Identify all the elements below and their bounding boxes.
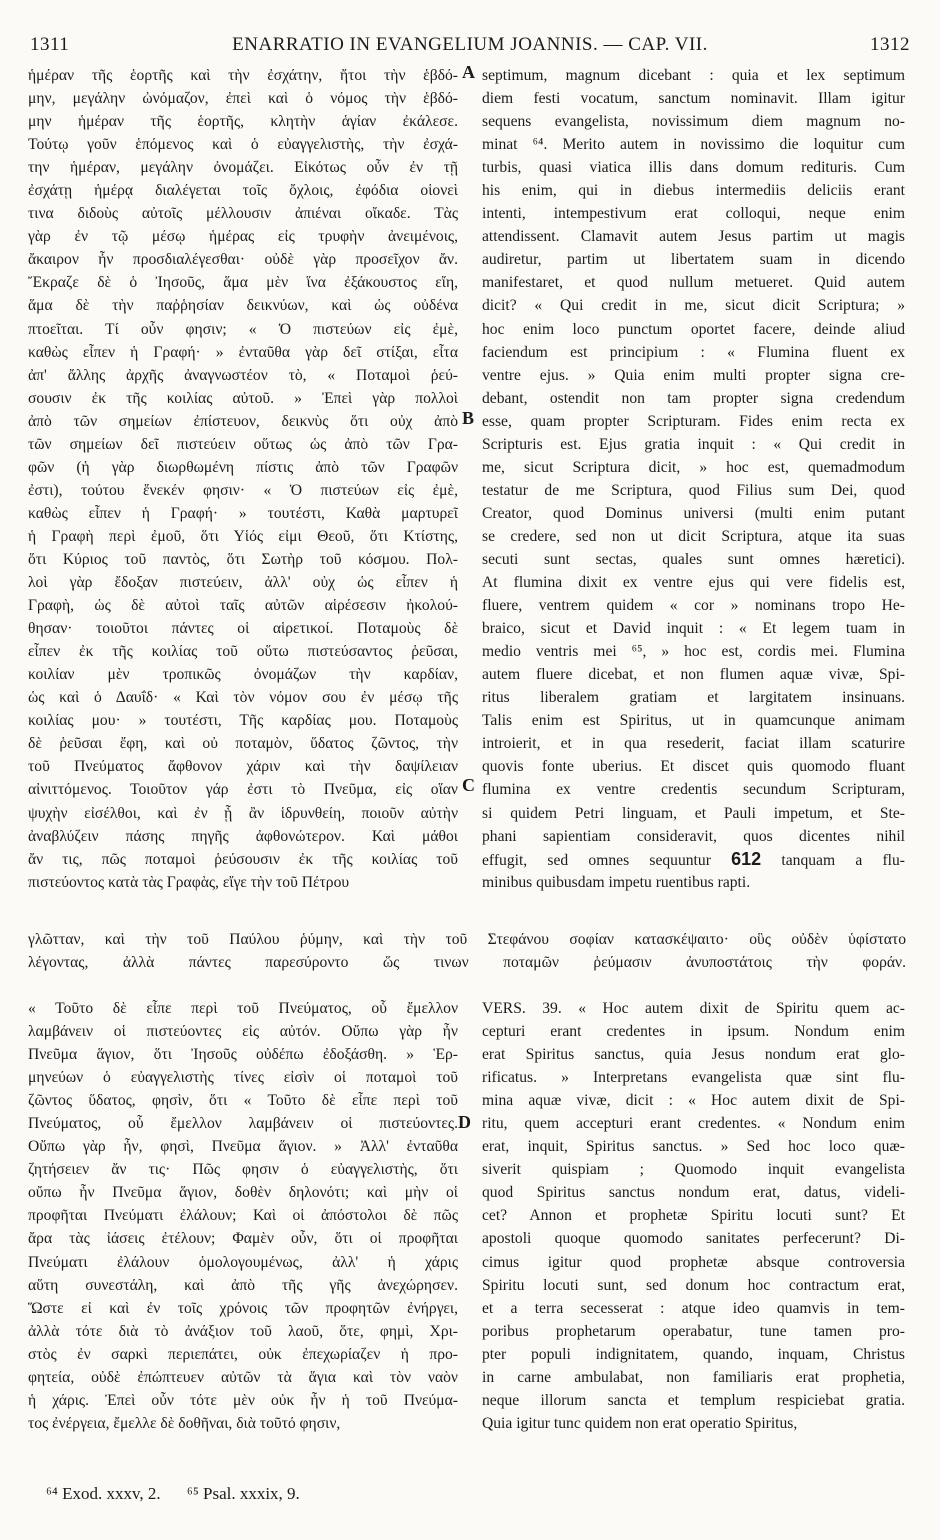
latin-text-line: diem festi vocatum, sanctum nominavit. Illam igitur [482,90,905,108]
greek-text-line: ἄν τις, πῶς ποταμοὶ ῥεύσουσιν ἐκ τῆς κοιλίας τοῦ [28,850,458,868]
latin-text-line: minat ⁶⁴. Merito autem in novissimo die loquitur cum [482,136,905,154]
latin-text-line: autem fluere dicebat, et non flumen aquæ vivæ, Spi- [482,666,905,684]
latin-text-segment: tanquam a flu- [761,851,905,869]
margin-marker-b: B [462,408,475,428]
greek-text-line: ἀπὸ τῶν σημείων ἐπίστευον, δεικνὺς ὅτι οὐχ ἀπὸ [28,412,458,430]
latin-text-lower-line: VERS. 39. « Hoc autem dixit de Spiritu quem ac- [482,1000,905,1017]
greek-column [28,64,458,894]
greek-text-lower-line: ἄρα τὰς ἰάσεις ἐτέλουν; Φαμὲν οὖν, ὅτι οἱ προφῆται [28,1230,458,1248]
latin-text-line: septimum, magnum dicebant : quia et lex septimum [482,67,905,84]
latin-column-lower [482,997,905,1435]
latin-text-line: debant, ostendit non tam propter signa credendum [482,389,905,407]
latin-text-lower-line: quod Spiritus sanctus nondum erat, datus, videli- [482,1184,905,1202]
latin-text-line: faciendum est principium : « Flumina fluent ex [482,343,905,361]
latin-column [482,64,905,894]
greek-text-lower-line: ζητήσειεν ἄν τις· Πῶς φησιν ὁ εὐαγγελιστὴς, ὅτι [28,1161,458,1179]
greek-text-line: κοιλίας μου· » τουτέστι, Τῆς καρδίας μου. Ποταμοὺς [28,712,458,730]
latin-text-segment: effugit, sed omnes sequuntur [482,851,732,869]
greek-text-line: καθὼς εἶπεν ἡ Γραφή· » τουτέστι, Καθὰ μαρτυρεῖ [28,504,458,522]
greek-text-line: κοιλίαν μὲν τροπικῶς ὀνομάζων τὴν καρδίαν, [28,666,458,684]
footnote-64: ⁶⁴ Exod. xxxv, 2. [46,1484,161,1503]
latin-text-line: Scripturis est. Ejus gratia inquit : « Qui credit in [482,435,905,453]
greek-text-line: ὅτι Κύριος τοῦ παντὸς, ὅτι Σωτὴρ τοῦ κόσμου. Πολ- [28,550,458,568]
greek-text-line: αἰνιττόμενος. Τοιοῦτον γάρ ἐστι τὸ Πνεῦμα, εἰς οἵαν [28,781,458,799]
greek-text-line: λοὶ γὰρ ἔδοξαν πιστεύειν, ἀλλ' οὐχ ὡς εἶπεν ἡ [28,574,458,592]
latin-text-line: introierit, et in qua resederit, faciat illam scaturire [482,735,905,753]
greek-text-line: πιστεύοντος κατὰ τὰς Γραφὰς, εἴγε τὴν τοῦ Πέτρου [28,873,350,891]
greek-text-lower-line: τος ἐνέργεια, ἔμελλε δὲ δοθῆναι, διὰ τοῦτό φησιν, [28,1414,341,1432]
latin-text-line: ritus liberalem gratiam et largitatem insinuans. [482,689,905,707]
greek-text-line: ἄκαιρον ἦν προσδιαλέγεσθαι· οὐδὲ γὰρ προσεῖχον ἄν. [28,251,458,269]
greek-text-lower-line: προφῆται Πνεύματι ἐλάλουν; Καὶ οἱ ἀπόστολοι δὲ πῶς [28,1207,458,1225]
latin-text-line: fluere, ventrem quidem « cor » nominans tropo He- [482,597,905,615]
greek-text-line: ἐστι), τούτου ἕνεκέν φησιν· « Ὁ πιστεύων εἰς ἐμὲ, [28,481,458,499]
greek-text-line: Ἔκραζε δὲ ὁ Ἰησοῦς, ἅμα μὲν ἵνα ἐξάκουστος εἴη, [28,274,458,292]
greek-text-lower-line: ἡ χάρις. Ἐπεὶ οὖν τότε μὲν οὐκ ἦν ἡ τοῦ Πνεύμα- [28,1391,458,1409]
latin-text-line: me, sicut Scriptura dicit, » hoc est, quemadmodum [482,458,905,476]
latin-text-lower-line: mina aquæ vivæ, dicit : « Hoc autem dixit de Spi- [482,1092,905,1110]
greek-text-line: γὰρ ἐν τῷ μέσῳ ἡμέρας εἰς τρυφὴν ἀνειμένοις, [28,228,458,246]
latin-text-lower-line: pter populi indignitatem, quando, inquam, Christus [482,1345,905,1363]
latin-text-line: ventre ejus. » Quia enim multi propter signa cre- [482,366,905,384]
column-number: 612 [731,848,762,869]
greek-text-line: ἐσχάτῃ ἡμέρᾳ διαλέγεται τοῖς ὄχλοις, ἐφόδια οἱονεὶ [28,182,458,200]
greek-text-line: ἅμα δὲ τὴν παῤῥησίαν δεικνύων, καὶ ὡς οὐδένα [28,297,458,315]
latin-text-line: testatur de me Scriptura, quod Filius sum Dei, quod [482,481,905,499]
greek-text-line: ὡς καὶ ὁ Δαυΐδ· « Καὶ τὸν νόμον σου ἐν μέσῳ τῆς [28,689,458,707]
greek-text-line: φῶν (ἡ γὰρ διωρθωμένη πίστις ἀπὸ τῶν Γραφῶν [28,458,458,476]
greek-text-lower-line: φητεία, οὐδὲ ἐπώπτευεν αὐτῶν τὰ ἅγια καὶ τὸν ναὸν [28,1368,458,1386]
latin-text-line: Talis enim est Spiritus, ut in quamcunque animam [482,712,905,730]
footnotes [46,1484,322,1504]
greek-text-line: ἡ Γραφὴ περὶ ἐμοῦ, ὅτι Υἱός εἰμι Θεοῦ, ὅτι Κτίστης, [28,527,458,545]
latin-text-line: esse, quam propter Scripturam. Fides enim recta ex [482,412,905,430]
greek-text-line: σουσιν ἐκ τῆς κοιλίας αὐτοῦ. » Ἐπεὶ γὰρ πολλοὶ [28,389,458,407]
latin-text-line: phani sapientiam consideravit, quos dicentes nihil [482,827,905,845]
greek-text-line: καθὼς εἶπεν ἡ Γραφή· » ἐνταῦθα γὰρ δεῖ στίξαι, εἶτα [28,343,458,361]
full-width-line-1: γλῶτταν, καὶ τὴν τοῦ Παύλου ῥύμην, καὶ τὴν τοῦ Στεφάνου σοφίαν κατασκέψαιτο· οὓς οὐδὲν ὑφίστατο [28,931,906,948]
greek-text-lower-line: ἀλλὰ τότε διὰ τὸ ἀνάξιον τοῦ λαοῦ, ὅτε, φημὶ, Χρι- [28,1322,458,1340]
latin-text-lower-line: cet? Annon et prophetæ Spiritu locuti sunt? Et [482,1207,905,1225]
greek-text-line: ἀναβλύζειν πάσης πηγῆς ἀφθονώτερον. Καὶ μάθοι [28,827,458,845]
running-title: ENARRATIO IN EVANGELIUM JOANNIS. — CAP. VII. [232,34,708,55]
greek-text-lower-line: Πνεῦμα ἅγιον, ὅτι Ἰησοῦς οὐδέπω ἐδοξάσθη. » Ἑρ- [28,1046,458,1064]
latin-text-lower-line: erat Spiritus sanctus, quia Jesus nondum erat glo- [482,1046,905,1064]
latin-text-line: attendissent. Clamavit autem Jesus partim ut magis [482,228,905,246]
latin-text-lower-line: et a terra secesserat : atque ideo quamvis in tem- [482,1299,905,1317]
latin-text-line: intenti, intempestivum erat colloqui, neque enim [482,205,905,223]
greek-text-line: τῶν σημείων δεῖ πιστεύειν οὕτως ὡς ἀπὸ τῶν Γρα- [28,435,458,453]
latin-text-line: se credere, sed non ut dicit Scriptura, atque ita suas [482,527,905,545]
latin-text-line: sequens evangelista, novissimum diem magnum no- [482,113,905,131]
greek-text-lower-line: μηνεύων ὁ εὐαγγελιστὴς τίνες εἰσὶν οἱ ποταμοὶ τοῦ [28,1069,458,1087]
greek-text-lower-line: λαμβάνειν οἱ πιστεύοντες εἰς αὐτόν. Οὔπω γὰρ ἦν [28,1023,458,1041]
margin-marker-c: C [462,775,475,795]
greek-text-lower-line: Πνεύματος, οὗ ἔμελλον λαμβάνειν οἱ πιστεύοντες. [28,1115,458,1133]
margin-marker-a: A [462,62,475,82]
greek-text-line: εἶπεν ἐκ τῆς κοιλίας τοῦ οὕτω πιστεύσαντος ῥεῦσαι, [28,643,458,661]
greek-text-line: ψυχὴν εἰσέλθοι, καὶ ἐν ᾗ ἂν ἱδρυνθείη, ποιοῦν αὐτὴν [28,804,458,822]
latin-text-line: braico, sicut et David inquit : « Et legem tuam in [482,620,905,638]
latin-text-lower-line: siverit quispiam ; Quomodo inquit evangelista [482,1161,905,1179]
latin-text-lower-line: cepturi erant credentes in ipsum. Nondum enim [482,1023,905,1041]
latin-text-line: minibus quibusdam impetu ruentibus rapti. [482,873,751,891]
latin-text-line: At flumina dixit ex ventre ejus qui vere fidelis est, [482,574,905,592]
latin-text-lower-line: Spiritu locuti sunt, sed donum hoc contractum erat, [482,1276,905,1294]
page-number-left: 1311 [30,34,70,55]
greek-text-line: ἡμέραν τῆς ἑορτῆς καὶ τὴν ἐσχάτην, ἤτοι τὴν ἑβδό- [28,67,458,84]
latin-text-lower-line: erat, inquit, Spiritus sanctus. » Sed hoc loco quæ- [482,1138,905,1156]
latin-text-line: manifestaret, et quod nullum metueret. Quid autem [482,274,905,292]
greek-text-line: τινα διδοὺς αὐτοῖς μέλλουσιν ἀπιέναι οἴκαδε. Τὰς [28,205,458,223]
latin-text-lower-line: cimus igitur quod prophetæ absque controversia [482,1253,905,1271]
latin-text-line: Creator, quod Dominus universi (multi enim putant [482,504,905,522]
latin-text-line [482,848,905,871]
latin-text-line: dicit? « Qui credit in me, sicut dicit Scriptura; » [482,297,905,315]
latin-text-lower-line: Quia igitur tunc quidem non erat operatio Spiritus, [482,1414,798,1432]
greek-text-line: τοῦ Πνεύματος ἄφθονον χάριν καὶ τὴν δαψίλειαν [28,758,458,776]
latin-text-line: his enim, qui in diebus intermediis deliciis erant [482,182,905,200]
full-width-line-2: λέγοντας, ἀλλὰ πάντες παρεσύροντο ὥς τινων ποταμῶν ῥεύμασιν ἀνυποστάτοις τὴν φοράν. [28,954,906,971]
greek-text-lower-line: ζῶντος ὕδατος, φησὶν, ὅτι « Τοῦτο δὲ εἶπε περὶ τοῦ [28,1092,458,1110]
greek-text-line: την ἡμέραν, μεγάλην ὀνομάζει. Εἰκότως οὖν ἐν τῇ [28,159,458,177]
latin-text-line: flumina ex ventre credentis secundum Scripturam, [482,781,905,799]
latin-text-line: quovis fonte uberius. Et discet quis quomodo fluant [482,758,905,776]
greek-text-lower-line: Πνεύματι ἐλάλουν ὁμολογουμένως, ἀλλ' ἡ χάρις [28,1253,458,1271]
footnote-65: ⁶⁵ Psal. xxxix, 9. [186,1484,300,1503]
latin-text-line: medio ventris mei ⁶⁵, » hoc est, cordis mei. Flumina [482,643,905,661]
latin-text-lower-line: poribus prophetarum operabatur, tune tamen pro- [482,1322,905,1340]
latin-text-lower-line: apostoli quoque quomodo sanitates perfecerunt? Di- [482,1230,905,1248]
greek-text-lower-line: « Τοῦτο δὲ εἶπε περὶ τοῦ Πνεύματος, οὗ ἔμελλον [28,1000,458,1017]
latin-text-line: si quidem Petri linguam, et Pauli impetum, et Ste- [482,804,905,822]
page-number-right: 1312 [870,34,910,55]
greek-text-line: δὲ ῥεῦσαι ἔφη, καὶ οὐ ποταμὸν, ὕδατος ζῶντος, τὴν [28,735,458,753]
latin-text-line: hoc enim loco punctum oportet facere, deinde aliud [482,320,905,338]
latin-text-line: audiretur, partim ut libertatem suam in dicendo [482,251,905,269]
greek-text-line: θησαν· τοιοῦτοι πάντες οἱ αἱρετικοί. Ποταμοὺς δὲ [28,620,458,638]
greek-text-line: ἀπ' ἄλλης ἀρχῆς ἀναγνωστέον τὸ, « Ποταμοὶ ῥεύ- [28,366,458,384]
greek-column-lower [28,997,458,1435]
greek-text-line: πτοεῖται. Τί οὖν φησιν; « Ὁ πιστεύων εἰς ἐμὲ, [28,320,458,338]
latin-text-lower-line: neque illorum sancta et templum respiciebat gratia. [482,1391,905,1409]
greek-text-lower-line: Οὔπω γὰρ ἦν, φησὶ, Πνεῦμα ἅγιον. » Ἀλλ' ἐνταῦθα [28,1138,458,1156]
page-header [30,34,910,58]
latin-text-line: turbis, quasi viatica illis dans domum redituris. Cum [482,159,905,177]
greek-text-line: Τούτῳ γοῦν ἑπόμενος καὶ ὁ εὐαγγελιστὴς, τὴν ἐσχά- [28,136,458,154]
latin-text-line: secuti sunt sectas, quales sunt omnes hæretici). [482,550,905,568]
greek-text-lower-line: αὕτη συνεστάλη, καὶ ἀπὸ τῆς γῆς ἀνεχώρησεν. [28,1276,458,1294]
margin-marker-d: D [458,1112,471,1132]
greek-text-lower-line: Ὥστε εἰ καὶ ἐν τοῖς χρόνοις τῶν προφητῶν ἐνήργει, [28,1299,458,1317]
greek-text-lower-line: στὸς ἐν σαρκὶ περιεπάτει, οὐκ ἐπεχωρίαζεν ἡ προ- [28,1345,458,1363]
greek-text-line: μην, μεγάλην ὠνόμαζον, ἐπεὶ καὶ ὁ νόμος τὴν ἑβδό- [28,90,458,108]
latin-text-lower-line: rificatus. » Interpretans evangelista quæ sint flu- [482,1069,905,1087]
latin-text-lower-line: ritu, quem accepturi erant credentes. « Nondum enim [482,1115,905,1133]
greek-text-line: μην ἡμέραν τῆς ἑορτῆς, κλητὴν ἁγίαν ἐκάλεσε. [28,113,458,131]
greek-text-line: Γραφὴ, ὡς δὲ αὐτοὶ ταῖς αὐτῶν αἱρέσεσιν ἠκολού- [28,597,458,615]
latin-text-lower-line: in carne ambulabat, non familiaris erat prophetia, [482,1368,905,1386]
greek-text-lower-line: οὔπω ἦν Πνεῦμα ἅγιον, δοθὲν δηλονότι; καὶ μὴν οἱ [28,1184,458,1202]
